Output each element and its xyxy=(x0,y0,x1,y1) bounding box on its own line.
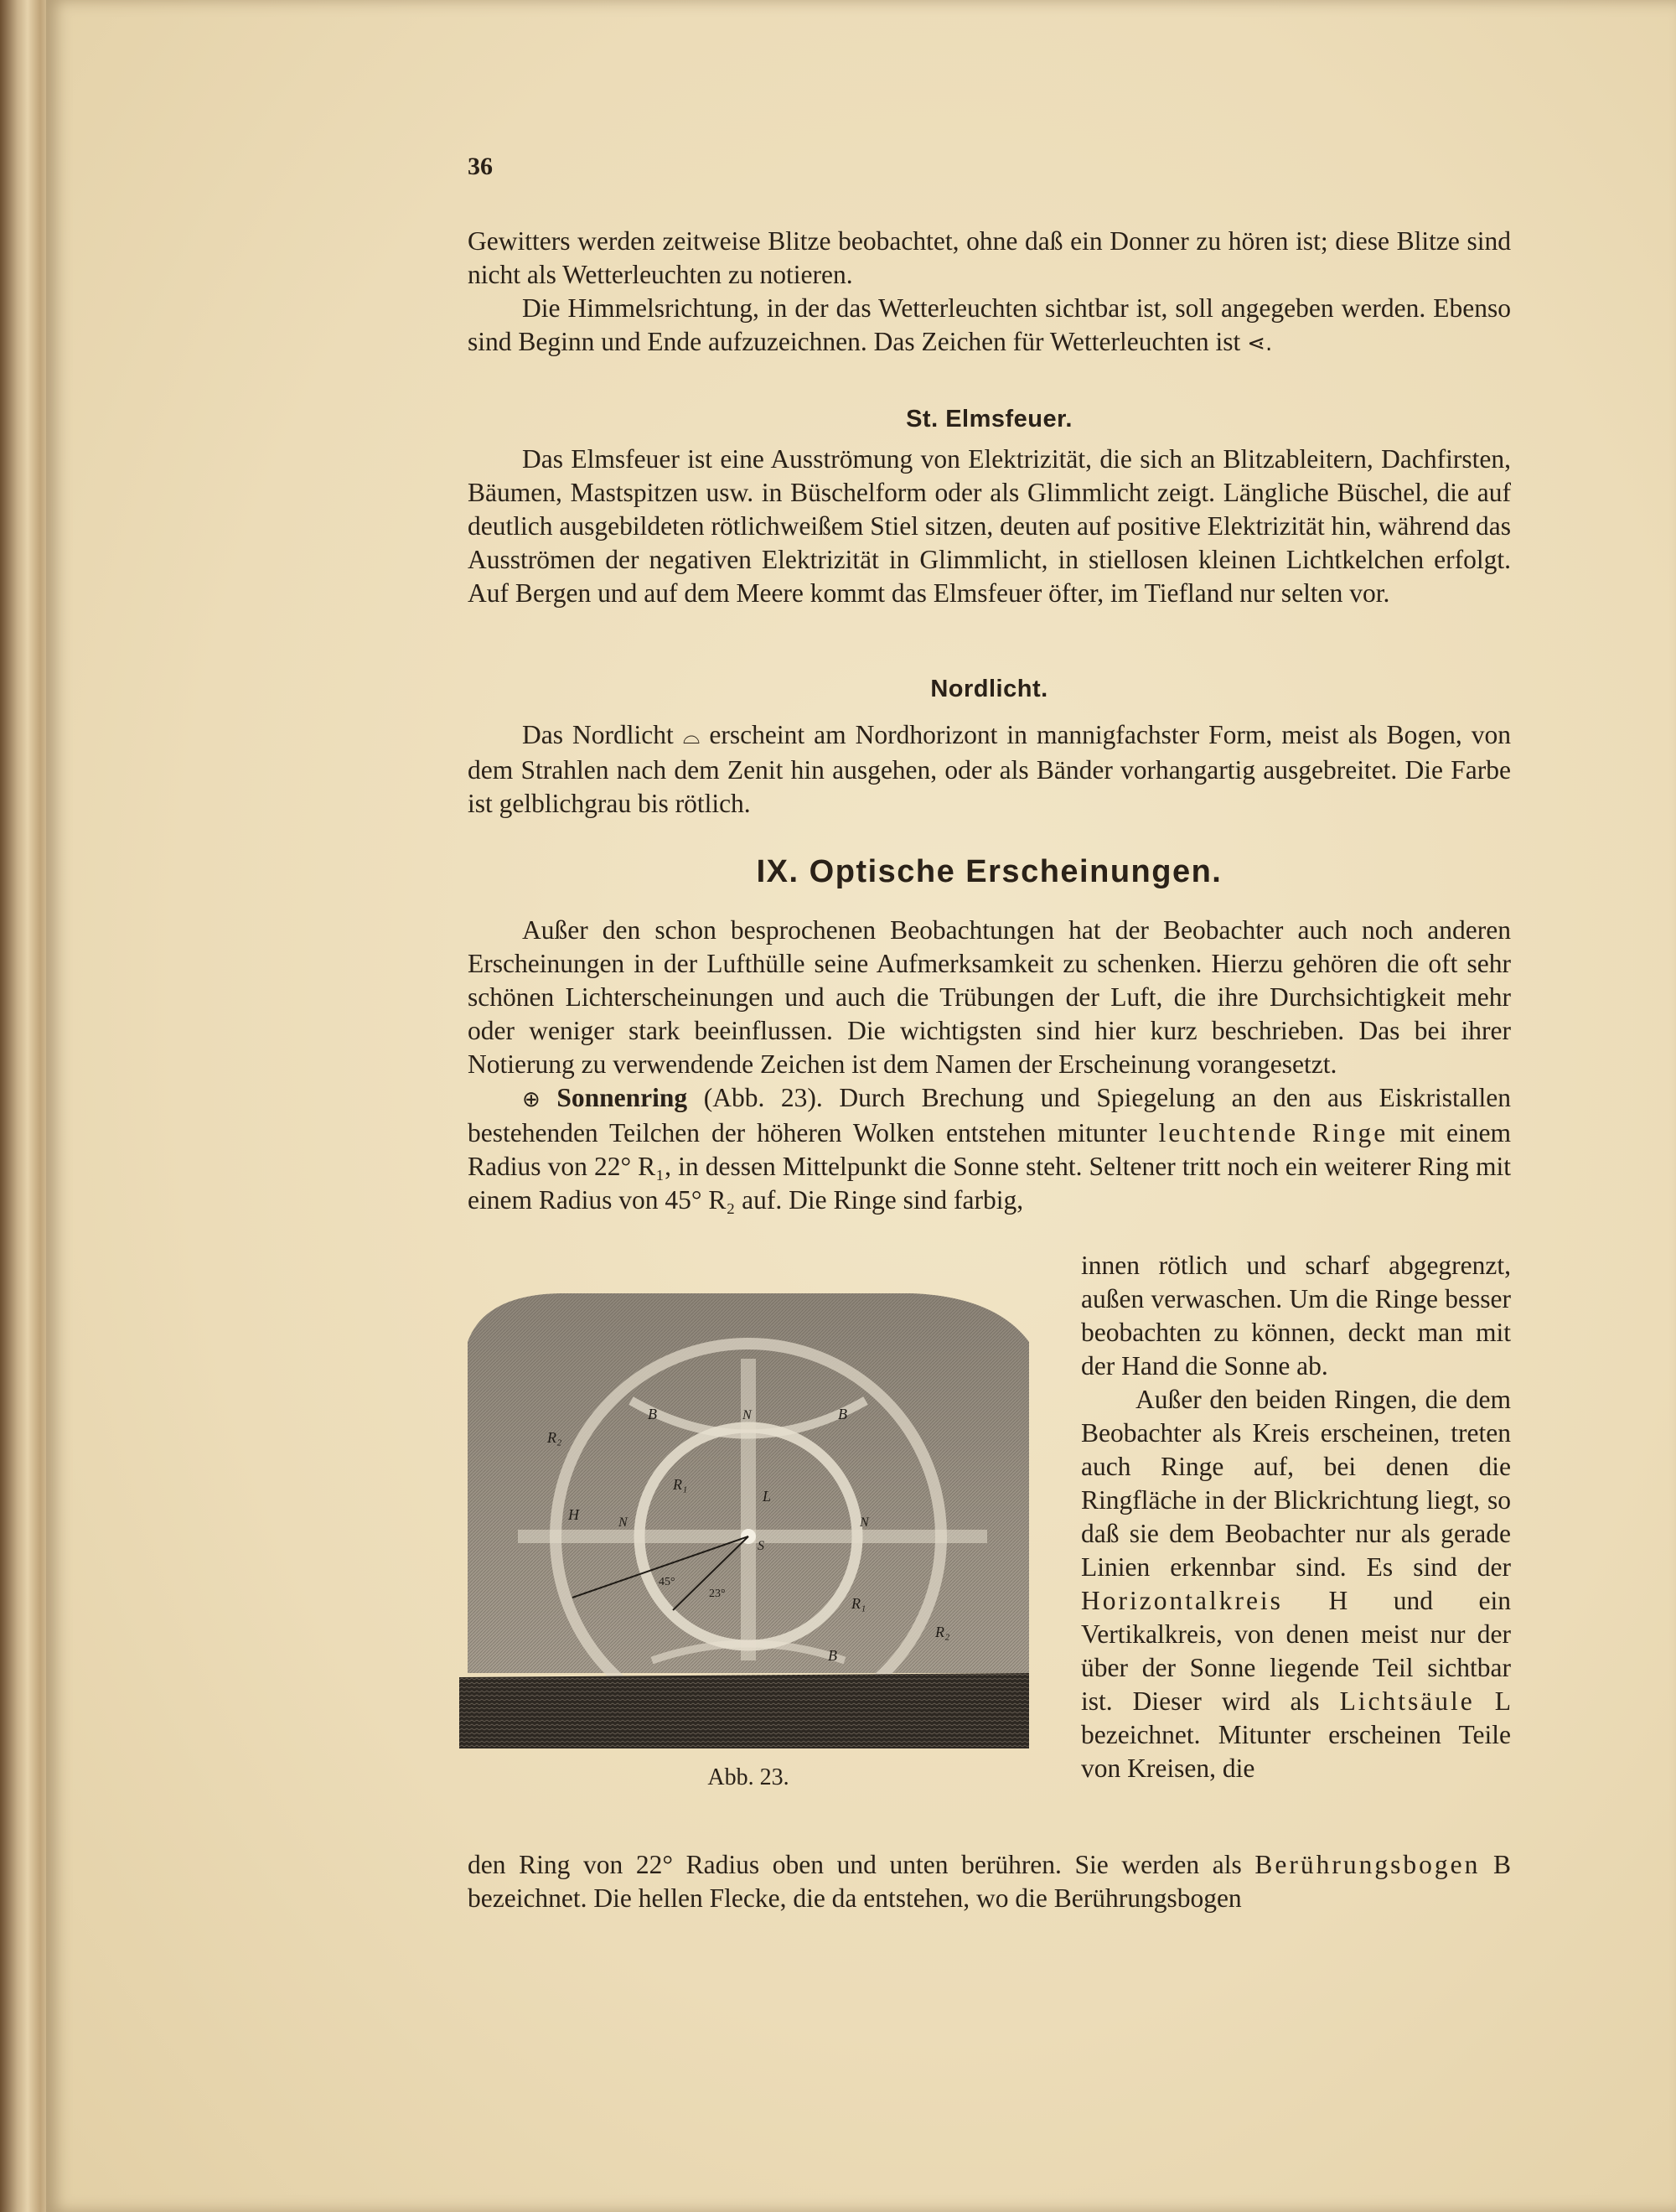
heading-elmsfeuer-row xyxy=(468,401,1511,434)
paragraph-elmsfeuer: Das Elmsfeuer ist eine Ausströmung von Elektrizität, die sich an Blitzableitern, Dachfirsten, Bäumen, Mastspitzen usw. in Büschelform oder als Glimmlicht zeigt. Längliche Büschel, die auf deutlich ausgebildeten rötlichweißem Stiel sitzen, deuten auf positive Elektrizität hin, während das Ausströmen der negativen Elektrizität in Glimmlicht, in stiellosen kleinen Lichtkelchen erfolgt. Auf Bergen und auf dem Meere kommt das Elmsfeuer öfter, im Tiefland nur selten vor. xyxy=(468,444,1511,608)
label-b-right: B xyxy=(838,1406,847,1422)
paragraph-bottom xyxy=(468,1848,1511,1915)
heading-elmsfeuer: St. Elmsfeuer. xyxy=(906,406,1073,433)
wetterleuchten-symbol-icon: ⋖. xyxy=(1247,331,1273,356)
figure-caption: Abb. 23. xyxy=(707,1764,789,1790)
text-block-bottom xyxy=(468,1848,1511,1915)
sonnenring-symbol-icon: ⊕ xyxy=(522,1087,541,1112)
label-b-bottom: B xyxy=(828,1647,837,1664)
ground-strip xyxy=(459,1673,1029,1748)
sonnenring-spaced: leuchtende Ringe xyxy=(1158,1118,1389,1147)
section-heading-row xyxy=(468,852,1511,897)
label-h: H xyxy=(568,1506,579,1523)
side-spaced-horizontalkreis: Horizontalkreis xyxy=(1081,1586,1283,1615)
section-heading: IX. Optische Erscheinungen. xyxy=(756,854,1223,889)
label-r1-bottom: R₁ xyxy=(851,1595,866,1612)
figure-abb-23 xyxy=(459,1292,1029,1748)
label-b-left: B xyxy=(648,1406,657,1422)
nordlicht-text-a: Das Nordlicht xyxy=(522,720,674,749)
label-l: L xyxy=(763,1488,772,1505)
label-n-top: N xyxy=(742,1408,752,1422)
bottom-spaced: Berührungsbogen xyxy=(1254,1850,1481,1879)
side-spaced-lichtsaeule: Lichtsäule xyxy=(1339,1686,1475,1716)
nordlicht-symbol-icon: ⌓ xyxy=(682,724,701,749)
paragraph-nordlicht xyxy=(468,718,1511,821)
light-pillar xyxy=(741,1359,756,1660)
side-text-2: Außer den beiden Ringen, die dem Beobachter als Kreis erscheinen, treten auch Ringe auf, bei denen die Ringfläche in der Blickrichtung liegt, so daß sie dem Beobachter nur als gerade Linien erkennbar sind. Es sind der xyxy=(1081,1385,1511,1582)
heading-nordlicht: Nordlicht. xyxy=(930,676,1048,702)
sonnenring-term: Sonnenring xyxy=(556,1083,688,1112)
paragraph-wetterleuchten xyxy=(468,292,1511,360)
book-page xyxy=(46,0,1676,2212)
side-text-3: H und ein Vertikalkreis, von denen meist nur der über der Sonne liegende Teil sichtbar ist. Dieser wird als xyxy=(1081,1586,1512,1716)
book-binding-edge xyxy=(0,0,50,2212)
label-n-right: N xyxy=(860,1515,869,1530)
nordlicht-text-b: erscheint am Nordhorizont in mannigfachster Form, meist als Bogen, von dem Strahlen nach dem Zenit hin ausgehen, oder als Bänder vorhangartig ausgebreitet. Die Farbe ist gelblichgrau bis rötlich. xyxy=(468,720,1512,818)
label-n-left: N xyxy=(618,1515,628,1530)
sonnenring-text-a: (Abb. 23). Durch Brechung und Spiegelung an den aus Eiskristallen bestehenden Teilchen der höheren Wolken entstehen mitunter xyxy=(468,1083,1512,1147)
paragraph-intro: Außer den schon besprochenen Beobachtungen hat der Beobachter auch noch anderen Erscheinungen in der Lufthülle seine Aufmerksamkeit zu schenken. Hierzu gehören die oft sehr schönen Lichterscheinungen und auch die Trübungen der Luft, die ihre Durchsichtigkeit mehr oder weniger stark beeinflussen. Die wichtigsten sind hier kurz beschrieben. Das bei ihrer Notierung zu verwendende Zeichen ist dem Namen der Erscheinung vorangesetzt. xyxy=(468,915,1511,1079)
halo-illustration xyxy=(459,1292,1029,1748)
label-r2-right: R₂ xyxy=(935,1624,950,1640)
paragraph-gewitter: Gewitters werden zeitweise Blitze beobachtet, ohne daß ein Donner zu hören ist; diese Blitze sind nicht als Wetterleuchten zu notieren. xyxy=(468,226,1511,289)
text-block-nordlicht xyxy=(468,718,1511,821)
side-column xyxy=(1081,1249,1511,1785)
bottom-text-1: den Ring von 22° Radius oben und unten berühren. Sie werden als xyxy=(468,1850,1242,1879)
text-block-optik xyxy=(468,914,1511,1217)
wetterleuchten-text: Die Himmelsrichtung, in der das Wetterleuchten sichtbar ist, soll angegeben werden. Ebenso sind Beginn und Ende aufzuzeichnen. Das Zeichen für Wetterleuchten ist xyxy=(468,293,1511,356)
page-number: 36 xyxy=(468,153,493,180)
heading-nordlicht-row xyxy=(468,671,1511,704)
bottom-text-2: B bezeichnet. Die hellen Flecke, die da entstehen, wo die Berührungsbogen xyxy=(468,1850,1512,1913)
label-r2-left: R₂ xyxy=(547,1429,562,1446)
text-block-elmsfeuer xyxy=(468,443,1511,610)
side-paragraph-1: innen rötlich und scharf abgegrenzt, außen verwaschen. Um die Ringe besser beobachten zu können, deckt man mit der Hand die Sonne ab. xyxy=(1081,1251,1511,1381)
paragraph-sonnenring xyxy=(468,1081,1511,1217)
label-s: S xyxy=(758,1539,764,1553)
label-r1-top: R₁ xyxy=(673,1476,688,1493)
label-45-degrees: 45° xyxy=(659,1576,675,1588)
text-block-top xyxy=(468,225,1511,360)
side-text-4: L bezeichnet. Mitunter erscheinen Teile von Kreisen, die xyxy=(1081,1686,1512,1783)
label-23-degrees: 23° xyxy=(709,1588,726,1600)
sonnenring-text-b: mit einem Radius von 22° R₁, in dessen Mittelpunkt die Sonne steht. Seltener tritt noch ein weiterer Ring mit einem Radius von 45° R₂ auf. Die Ringe sind farbig, xyxy=(468,1118,1512,1215)
side-paragraph-2 xyxy=(1081,1383,1511,1785)
